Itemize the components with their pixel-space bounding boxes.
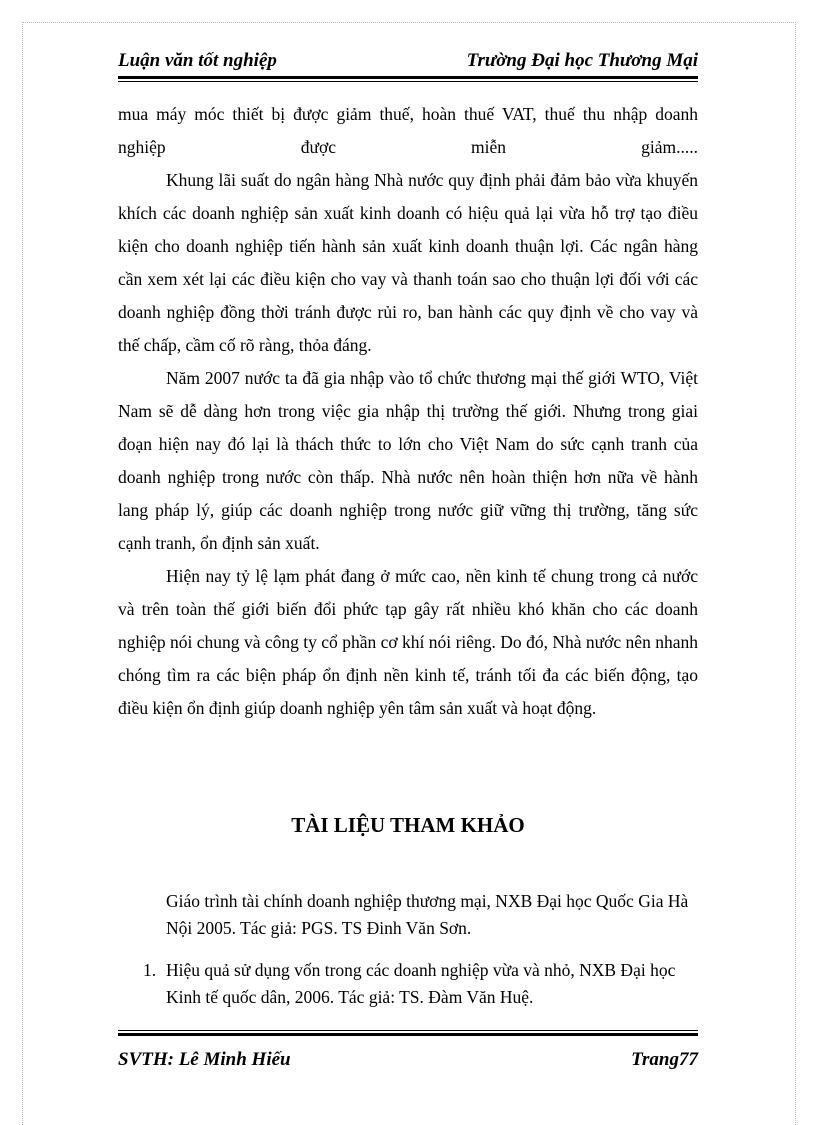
header-rule-thin [118,81,698,82]
paragraph-wto: Năm 2007 nước ta đã gia nhập vào tổ chức thương mại thế giới WTO, Việt Nam sẽ dễ dàng hơn trong việc gia nhập thị trường thế giới. Nhưng trong giai đoạn hiện nay đó lại là thách thức to lớn cho Việt Nam do sức cạnh tranh của doanh nghiệp trong nước còn thấp. Nhà nước nên hoàn thiện hơn nữa về hành lang pháp lý, giúp các doanh nghiệp trong nước giữ vững thị trường, tăng sức cạnh tranh, ổn định sản xuất. [118,368,698,553]
reference-text: Hiệu quả sử dụng vốn trong các doanh nghiệp vừa và nhỏ, NXB Đại học Kinh tế quốc dân, 2006. Tác giả: TS. Đàm Văn Huệ. [166,960,676,1007]
body-text [118,98,698,725]
footer-page-number: Trang77 [631,1049,698,1070]
footer-rule-thin [118,1030,698,1031]
reference-text: Giáo trình tài chính doanh nghiệp thương mại, NXB Đại học Quốc Gia Hà Nội 2005. Tác giả: PGS. TS Đinh Văn Sơn. [166,891,689,938]
header-university: Trường Đại học Thương Mại [466,50,698,71]
paragraph-interest-rates: Khung lãi suất do ngân hàng Nhà nước quy định phải đảm bảo vừa khuyến khích các doanh nghiệp sản xuất kinh doanh có hiệu quả lại vừa hỗ trợ tạo điều kiện cho doanh nghiệp tiến hành sản xuất kinh doanh thuận lợi. Các ngân hàng cần xem xét lại các điều kiện cho vay và thanh toán sao cho thuận lợi đối với các doanh nghiệp đồng thời tránh được rủi ro, ban hành các quy định về cho vay và thế chấp, cầm cố rõ ràng, thỏa đáng. [118,170,698,355]
reference-number: 1. [143,960,157,980]
footer-student: SVTH: Lê Minh Hiếu [118,1049,291,1070]
header-thesis-label: Luận văn tốt nghiệp [118,50,277,71]
header-rule-thick [118,76,698,79]
footer-rule-thick [118,1033,698,1036]
reference-item [118,957,698,1011]
paragraph-inflation: Hiện nay tỷ lệ lạm phát đang ở mức cao, nền kinh tế chung trong cả nước và trên toàn thế giới biến đổi phức tạp gây rất nhiều khó khăn cho các doanh nghiệp nói chung và công ty cổ phần cơ khí nói riêng. Do đó, Nhà nước nên nhanh chóng tìm ra các biện pháp ổn định nền kinh tế, tránh tối đa các biến động, tạo điều kiện ổn định giúp doanh nghiệp yên tâm sản xuất và hoạt động. [118,566,698,718]
references-title: TÀI LIỆU THAM KHẢO [291,813,525,837]
reference-item [118,888,698,942]
paragraph-continuation: mua máy móc thiết bị được giảm thuế, hoàn thuế VAT, thuế thu nhập doanh nghiệp được miễn giảm..... [118,104,698,157]
references-list [118,888,698,1026]
